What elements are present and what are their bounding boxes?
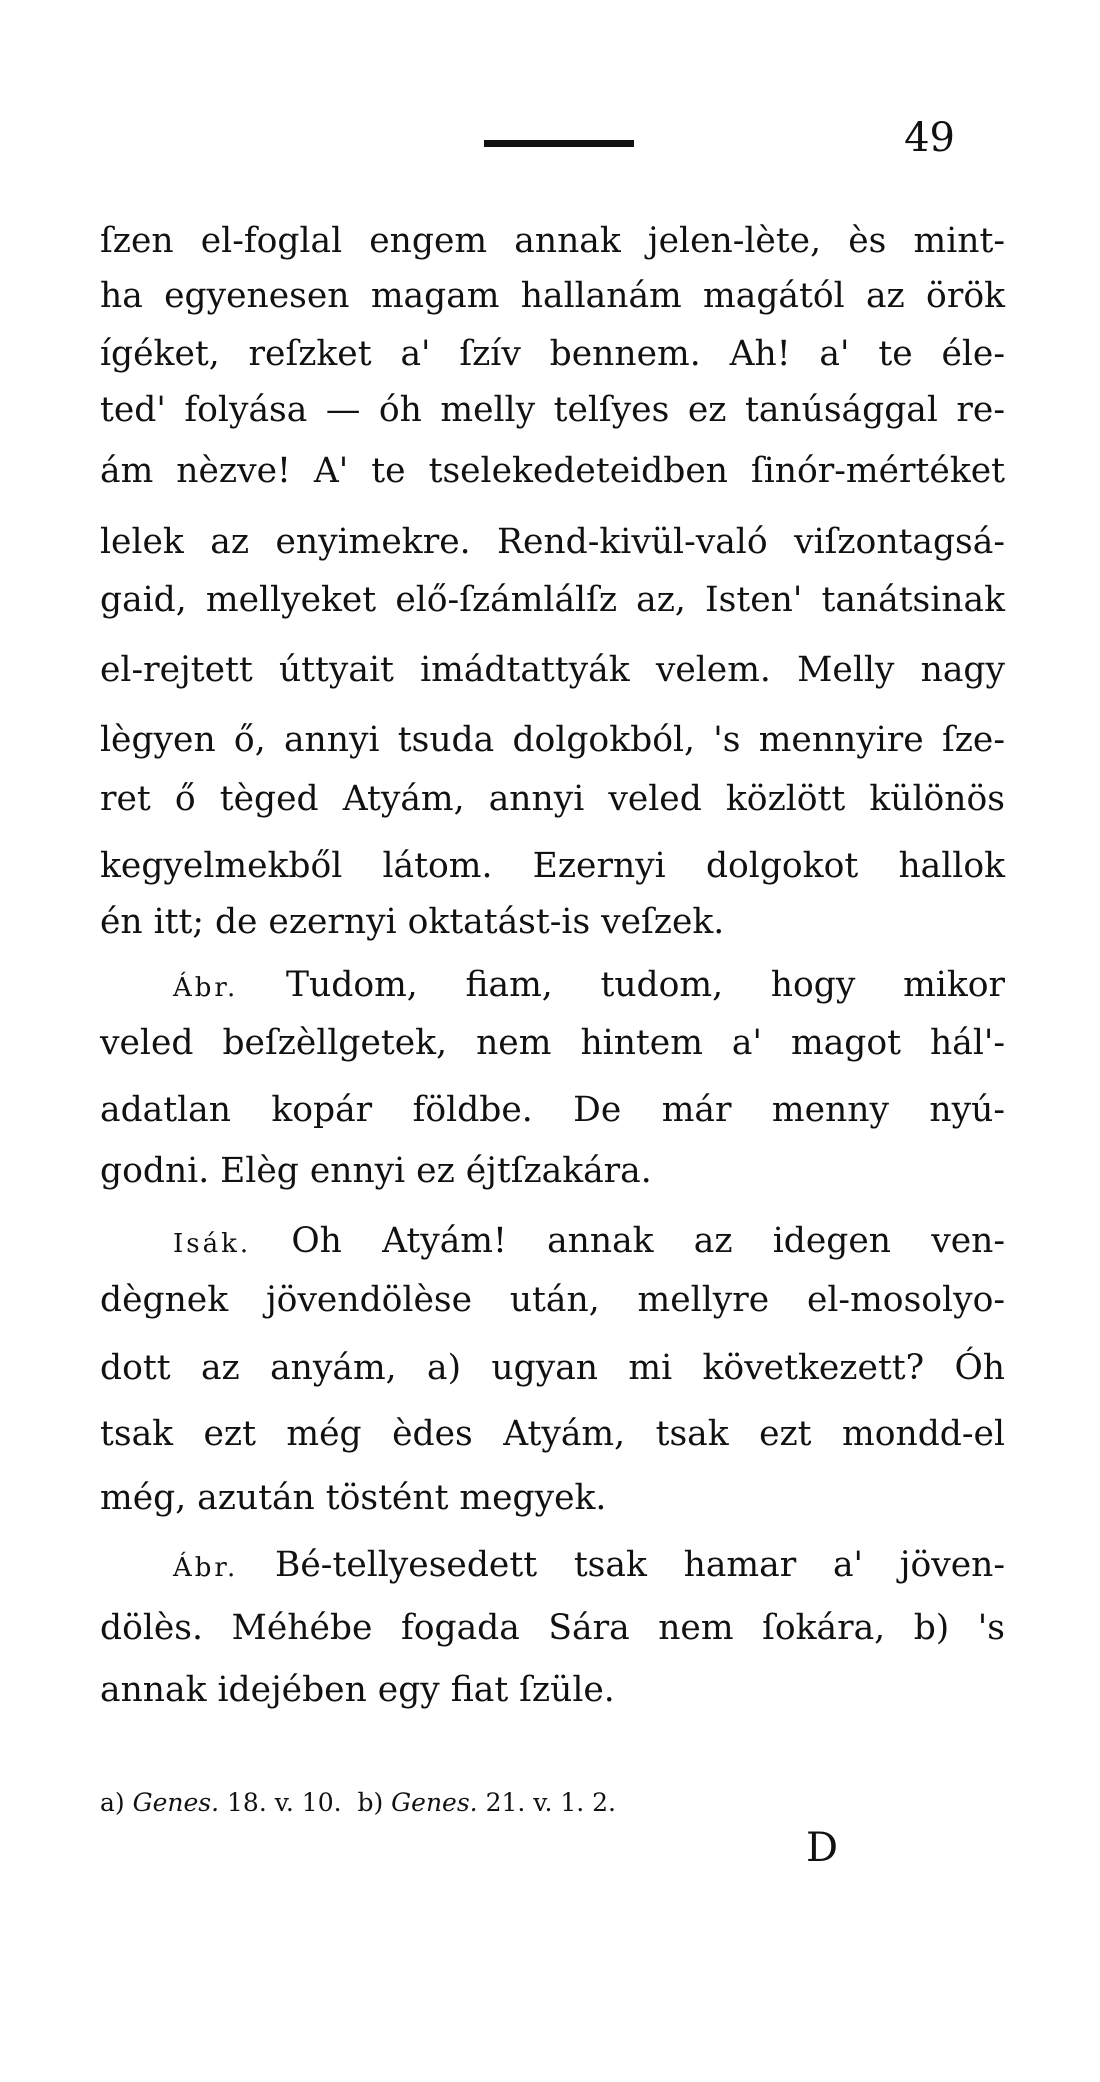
speech-line: adatlan kopár földbe. De már menny nyú- [100, 1090, 1005, 1130]
speech-line: dölès. Méhébe fogada Sára nem ſokára, b) 's [100, 1608, 1005, 1648]
text-line: ám nèzve! A' te tselekedeteidben ſinór-mértéket [100, 451, 1005, 491]
text-line: ted' folyása — óh melly telſyes ez tanúsággal re- [100, 390, 1005, 430]
text-line: ſzen el-foglal engem annak jelen-lète, ès mint- [100, 221, 1005, 261]
footnote-a-mark: a) [100, 1788, 125, 1817]
text-line: gaid, mellyeket elő-ſzámlálſz az, Isten' tanátsinak [100, 580, 1005, 620]
speech-line: annak idejében egy fiat ſzüle. [100, 1670, 615, 1710]
speech-line: Ábr. Bé-tellyesedett tsak hamar a' jöven- [173, 1545, 1006, 1585]
speech-line: tsak ezt még èdes Atyám, tsak ezt mondd-el [100, 1414, 1005, 1454]
speech-line: dott az anyám, a) ugyan mi következett? Óh [100, 1348, 1005, 1388]
speaker-label: Ábr. [173, 973, 239, 1003]
text-line: ígéket, reſzket a' ſzív bennem. Ah! a' te éle- [100, 334, 1005, 374]
speech-line: dègnek jövendölèse után, mellyre el-mosolyo- [100, 1280, 1005, 1320]
header-rule [484, 140, 634, 147]
speech-line: godni. Elèg ennyi ez éjtſzakára. [100, 1151, 652, 1191]
footnote-a-book: Genes. [132, 1788, 220, 1817]
footnotes [100, 1788, 616, 1817]
text-line: ret ő tèged Atyám, annyi veled közlött különös [100, 779, 1005, 819]
footnote-a-ref: 18. v. 10. [227, 1788, 342, 1817]
signature-mark: D [806, 1825, 839, 1871]
footnote-b-ref: 21. v. 1. 2. [485, 1788, 616, 1817]
text-line: kegyelmekből látom. Ezernyi dolgokot hallok [100, 846, 1005, 886]
speech-line: Isák. Oh Atyám! annak az idegen ven- [173, 1221, 1005, 1261]
speech-line: még, azután töstént megyek. [100, 1478, 607, 1518]
page-number: 49 [904, 115, 955, 161]
speech-line: veled beſzèllgetek, nem hintem a' magot hál'- [100, 1023, 1005, 1063]
speaker-label: Isák. [173, 1229, 252, 1259]
footnote-b-mark: b) [357, 1788, 384, 1817]
speech-line: Ábr. Tudom, fiam, tudom, hogy mikor [173, 965, 1006, 1005]
text-line: lelek az enyimekre. Rend-kivül-való viſzontagsá- [100, 522, 1005, 562]
text-line: én itt; de ezernyi oktatást-is veſzek. [100, 902, 725, 942]
footnote-b-book: Genes. [391, 1788, 478, 1817]
text-line: el-rejtett úttyait imádtattyák velem. Melly nagy [100, 650, 1005, 690]
text-line: lègyen ő, annyi tsuda dolgokból, 's mennyire ſze- [100, 720, 1005, 760]
text-line: ha egyenesen magam hallanám magától az örök [100, 276, 1005, 316]
speaker-label: Ábr. [173, 1553, 239, 1583]
